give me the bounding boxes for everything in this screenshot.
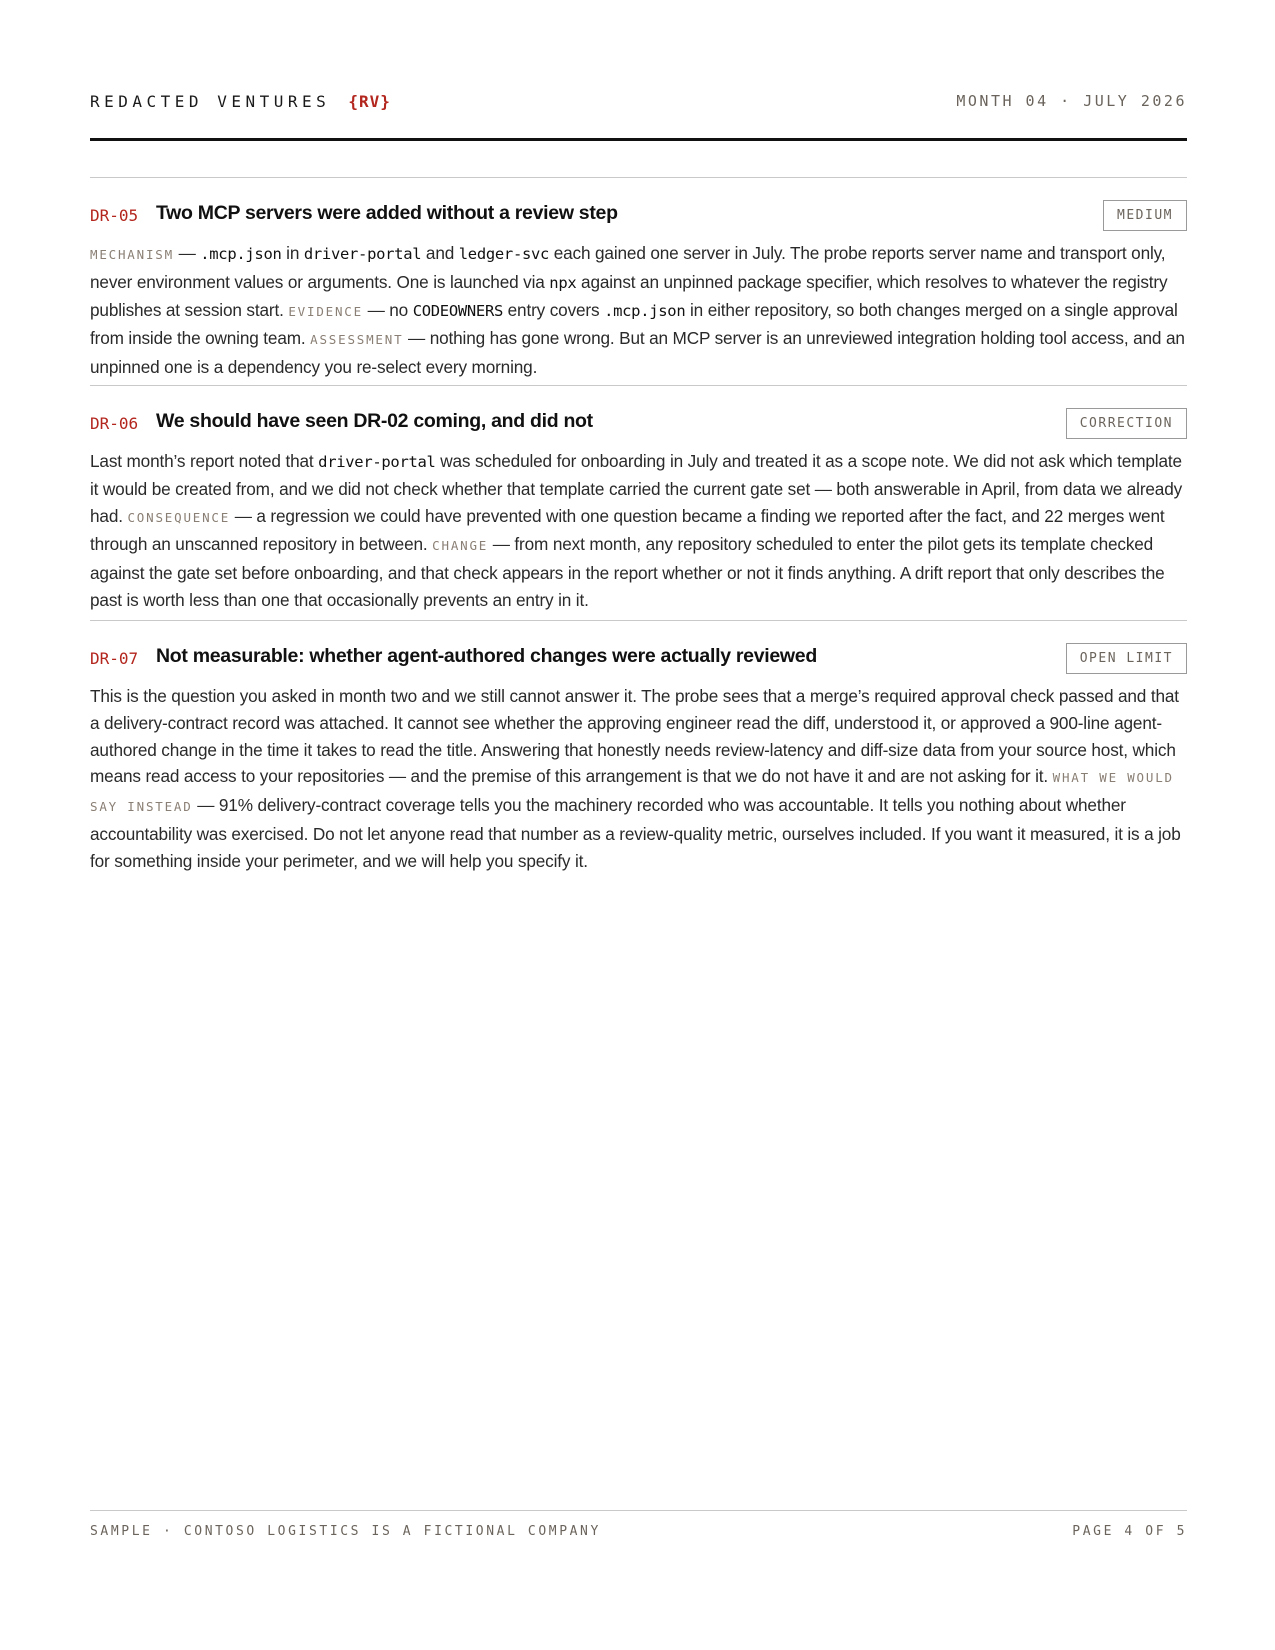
evidence-label: EVIDENCE [288,303,363,319]
brand-name: REDACTED VENTURES [90,92,331,111]
finding-id: DR-07 [90,649,139,668]
finding-header [90,410,1187,440]
finding-header [90,202,1187,232]
body-text: — from next month, any repository scheduled to enter the pilot gets its template checked against the gate set before onboarding, and that check appears in the report whether or not it finds anything. A drift report that only describes the past is worth less than one that occasionally prevents an entry in it. [90,534,1165,610]
severity-badge: MEDIUM [1103,200,1187,231]
finding-dr-06 [90,385,1187,614]
body-text: — no [362,299,413,320]
mechanism-label: MECHANISM [90,247,174,262]
finding-body [90,240,1187,381]
page-header [90,88,1187,141]
brand-wordmark [90,92,391,111]
finding-title: Not measurable: whether agent-authored changes were actually reviewed [156,645,817,667]
finding-body [90,448,1187,614]
issue-label: MONTH 04 · JULY 2026 [956,92,1187,110]
code-mcp-json: .mcp.json [604,301,686,320]
finding-body [90,683,1187,875]
open-limit-badge: OPEN LIMIT [1066,643,1187,674]
body-text: — [173,243,201,263]
body-text: — 91% delivery-contract coverage tells you the machinery recorded who was accountable. It tells you nothing about whether accountability was exercised. Do not let anyone read that number as a review-quality metric, ourselves included. If you want it measured, it is a job for something inside your perimeter, and we will help you specify it. [90,795,1181,871]
body-text: was scheduled for onboarding in July and treated it as a scope note. We did not ask which template it would be created from, and we did not check whether that template carried the current gate set — both answerable in April, from data we already had. [90,451,1183,526]
body-text: each gained one server in July. The probe reports server name and transport only, never environment values or arguments. One is launched via [90,243,1166,292]
finding-dr-07 [90,620,1187,875]
body-text: in either repository, so both changes merged on a single approval from inside the owning team. [90,299,1178,349]
finding-dr-05 [90,177,1187,381]
code-driver-portal: driver-portal [303,245,422,263]
body-text: Last month’s report noted that [90,451,319,471]
assessment-label: ASSESSMENT [310,332,404,348]
code-codeowners: CODEOWNERS [412,301,504,320]
code-npx: npx [549,273,577,292]
finding-header [90,645,1187,675]
body-text: This is the question you asked in month two and we still cannot answer it. The probe sees that a merge’s required approval check passed and that a delivery-contract record was attached. It cannot see whether the approving engineer read the diff, understood it, or approved a 900-line agent-authored change in the time it takes to read the title. Answering that honestly needs review-latency and diff-size data from your source host, which means read access to your repositories — and the premise of this arrangement is that we do not have it and are not asking for it. [90,686,1179,787]
finding-id: DR-06 [90,414,139,433]
code-mcp-json: .mcp.json [200,245,282,263]
page-number: PAGE 4 OF 5 [1072,1524,1187,1539]
correction-badge: CORRECTION [1066,408,1187,439]
footer-disclaimer: SAMPLE · CONTOSO LOGISTICS IS A FICTIONAL COMPANY [90,1524,601,1539]
finding-title: Two MCP servers were added without a review step [156,202,618,224]
body-text: in [281,243,304,263]
change-label: CHANGE [432,538,489,554]
body-text: — nothing has gone wrong. But an MCP server is an unreviewed integration holding tool access, and an unpinned one is a dependency you re-select every morning. [90,328,1185,378]
body-text: against an unpinned package specifier, which resolves to whatever the registry publishes at session start. [90,271,1168,320]
code-ledger-svc: ledger-svc [458,245,550,263]
body-text: and [421,243,459,263]
finding-title: We should have seen DR-02 coming, and did not [156,410,593,432]
finding-id: DR-05 [90,206,139,225]
code-driver-portal: driver-portal [318,453,436,471]
instead-label: WHAT WE WOULD SAY INSTEAD [90,770,1174,815]
body-text: — a regression we could have prevented with one question became a finding we reported after the fact, and 22 merges went through an unscanned repository in between. [90,505,1165,555]
brand-logo-mark: {RV} [348,92,391,111]
body-text: entry covers [503,299,605,320]
consequence-label: CONSEQUENCE [127,509,231,525]
page-footer [90,1510,1187,1539]
